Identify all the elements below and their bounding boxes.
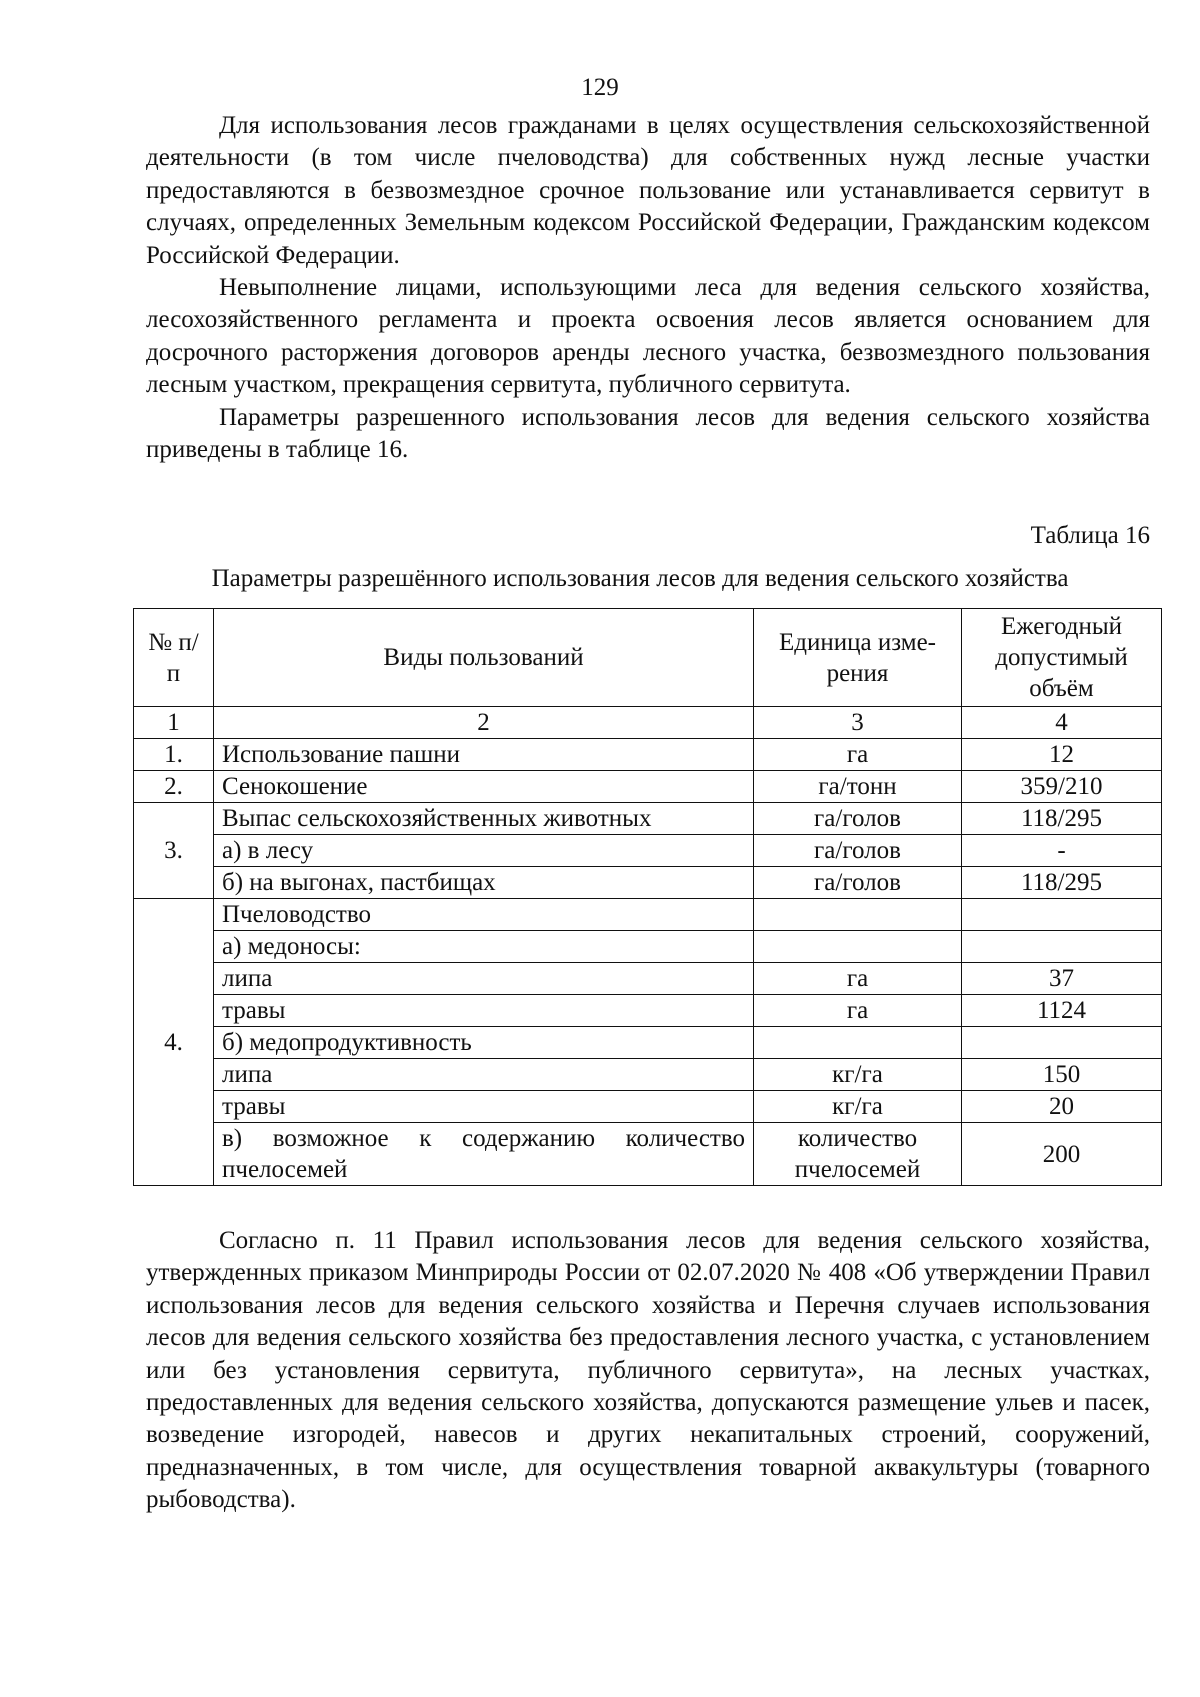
table-row: [134, 739, 1162, 771]
row-unit: га/голов: [754, 835, 962, 867]
parameters-table: [133, 608, 1162, 1186]
table-row: [134, 1027, 1162, 1059]
row-usage-type: липа: [214, 1059, 754, 1091]
row-value: 118/295: [962, 803, 1162, 835]
column-number: 3: [754, 707, 962, 739]
paragraph-forest-use-citizens: Для использования лесов гражданами в целях осуществления сельскохозяйственной деятельности (в том числе пчеловодства) для собственных нужд лесные участки предоставляются в безвозмездное срочное пользование или устанавливается сервитут в случаях, определенных Земельным кодексом Российской Федерации, Гражданским кодексом Российской Федерации.: [146, 112, 1150, 269]
row-usage-type: Использование пашни: [214, 739, 754, 771]
column-number: 1: [134, 707, 214, 739]
row-unit: кг/га: [754, 1091, 962, 1123]
row-usage-type: Пчеловодство: [214, 899, 754, 931]
header-annual-volume: Ежегодный допустимый объём: [962, 609, 1162, 707]
row-value: [962, 899, 1162, 931]
paragraph-rules-reference: Согласно п. 11 Правил использования лесов для ведения сельского хозяйства, утвержденных приказом Минприроды России от 02.07.2020 № 408 «Об утверждении Правил использования лесов для ведения сельского хозяйства и Перечня случаев использования лесов для ведения сельского хозяйства без предоставления лесного участка, с установлением или без установления сервитута, публичного сервитута», на лесных участках, предоставленных для ведения сельского хозяйства, допускаются размещение ульев и пасек, возведение изгородей, навесов и других некапитальных строений, сооружений, предназначенных, в том числе, для осуществления товарной аквакультуры (товарного рыбоводства).: [146, 1227, 1150, 1514]
row-value: 1124: [962, 995, 1162, 1027]
row-number: 2.: [134, 771, 214, 803]
row-value: [962, 931, 1162, 963]
paragraph-non-compliance: Невыполнение лицами, использующими леса для ведения сельского хозяйства, лесохозяйственного регламента и проекта освоения лесов является основанием для досрочного расторжения договоров аренды лесного участка, безвозмездного пользования лесным участком, прекращения сервитута, публичного сервитута.: [146, 274, 1150, 399]
row-unit: га: [754, 739, 962, 771]
row-usage-type: травы: [214, 995, 754, 1027]
row-value: 12: [962, 739, 1162, 771]
table-row: [134, 995, 1162, 1027]
row-value: [962, 1027, 1162, 1059]
row-usage-type: а) медоносы:: [214, 931, 754, 963]
table-header-row: [134, 609, 1162, 707]
row-value: 20: [962, 1091, 1162, 1123]
row-value: -: [962, 835, 1162, 867]
row-value: 359/210: [962, 771, 1162, 803]
row-number: 3.: [134, 803, 214, 899]
table-row: [134, 867, 1162, 899]
row-value: 118/295: [962, 867, 1162, 899]
row-value: 37: [962, 963, 1162, 995]
paragraph-table-reference: Параметры разрешенного использования лесов для ведения сельского хозяйства приведены в таблице 16.: [146, 403, 1150, 464]
row-unit: га/голов: [754, 803, 962, 835]
page-number: 129: [581, 74, 619, 101]
table-caption: Параметры разрешённого использования лесов для ведения сельского хозяйства: [211, 565, 1069, 592]
row-unit: кг/га: [754, 1059, 962, 1091]
row-unit: га: [754, 995, 962, 1027]
row-usage-type: б) на выгонах, пастбищах: [214, 867, 754, 899]
header-number: № п/п: [134, 609, 214, 707]
row-usage-type: травы: [214, 1091, 754, 1123]
table-row: [134, 899, 1162, 931]
table-row: [134, 963, 1162, 995]
table-row: [134, 931, 1162, 963]
table-row: [134, 803, 1162, 835]
row-unit: [754, 931, 962, 963]
table-row: [134, 1091, 1162, 1123]
row-unit: га/голов: [754, 867, 962, 899]
row-value: 150: [962, 1059, 1162, 1091]
header-usage-type: Виды пользований: [214, 609, 754, 707]
row-usage-type: а) в лесу: [214, 835, 754, 867]
table-row: [134, 835, 1162, 867]
row-unit: га: [754, 963, 962, 995]
table-column-numbers-row: [134, 707, 1162, 739]
row-value: 200: [962, 1123, 1162, 1186]
row-usage-type: б) медопродуктивность: [214, 1027, 754, 1059]
table-label: Таблица 16: [1030, 522, 1150, 549]
row-usage-type: в) возможное к содержанию количество пчелосемей: [214, 1123, 754, 1186]
row-unit: [754, 899, 962, 931]
table-row: [134, 771, 1162, 803]
row-unit: [754, 1027, 962, 1059]
closing-text: [146, 1225, 1150, 1517]
row-unit: количество пчелосемей: [754, 1123, 962, 1186]
table-row: [134, 1123, 1162, 1186]
row-usage-type: липа: [214, 963, 754, 995]
table-row: [134, 1059, 1162, 1091]
row-usage-type: Сенокошение: [214, 771, 754, 803]
intro-text: [146, 110, 1150, 466]
column-number: 2: [214, 707, 754, 739]
header-unit: Единица изме-рения: [754, 609, 962, 707]
row-usage-type: Выпас сельскохозяйственных животных: [214, 803, 754, 835]
row-unit: га/тонн: [754, 771, 962, 803]
row-number: 4.: [134, 899, 214, 1186]
row-number: 1.: [134, 739, 214, 771]
column-number: 4: [962, 707, 1162, 739]
